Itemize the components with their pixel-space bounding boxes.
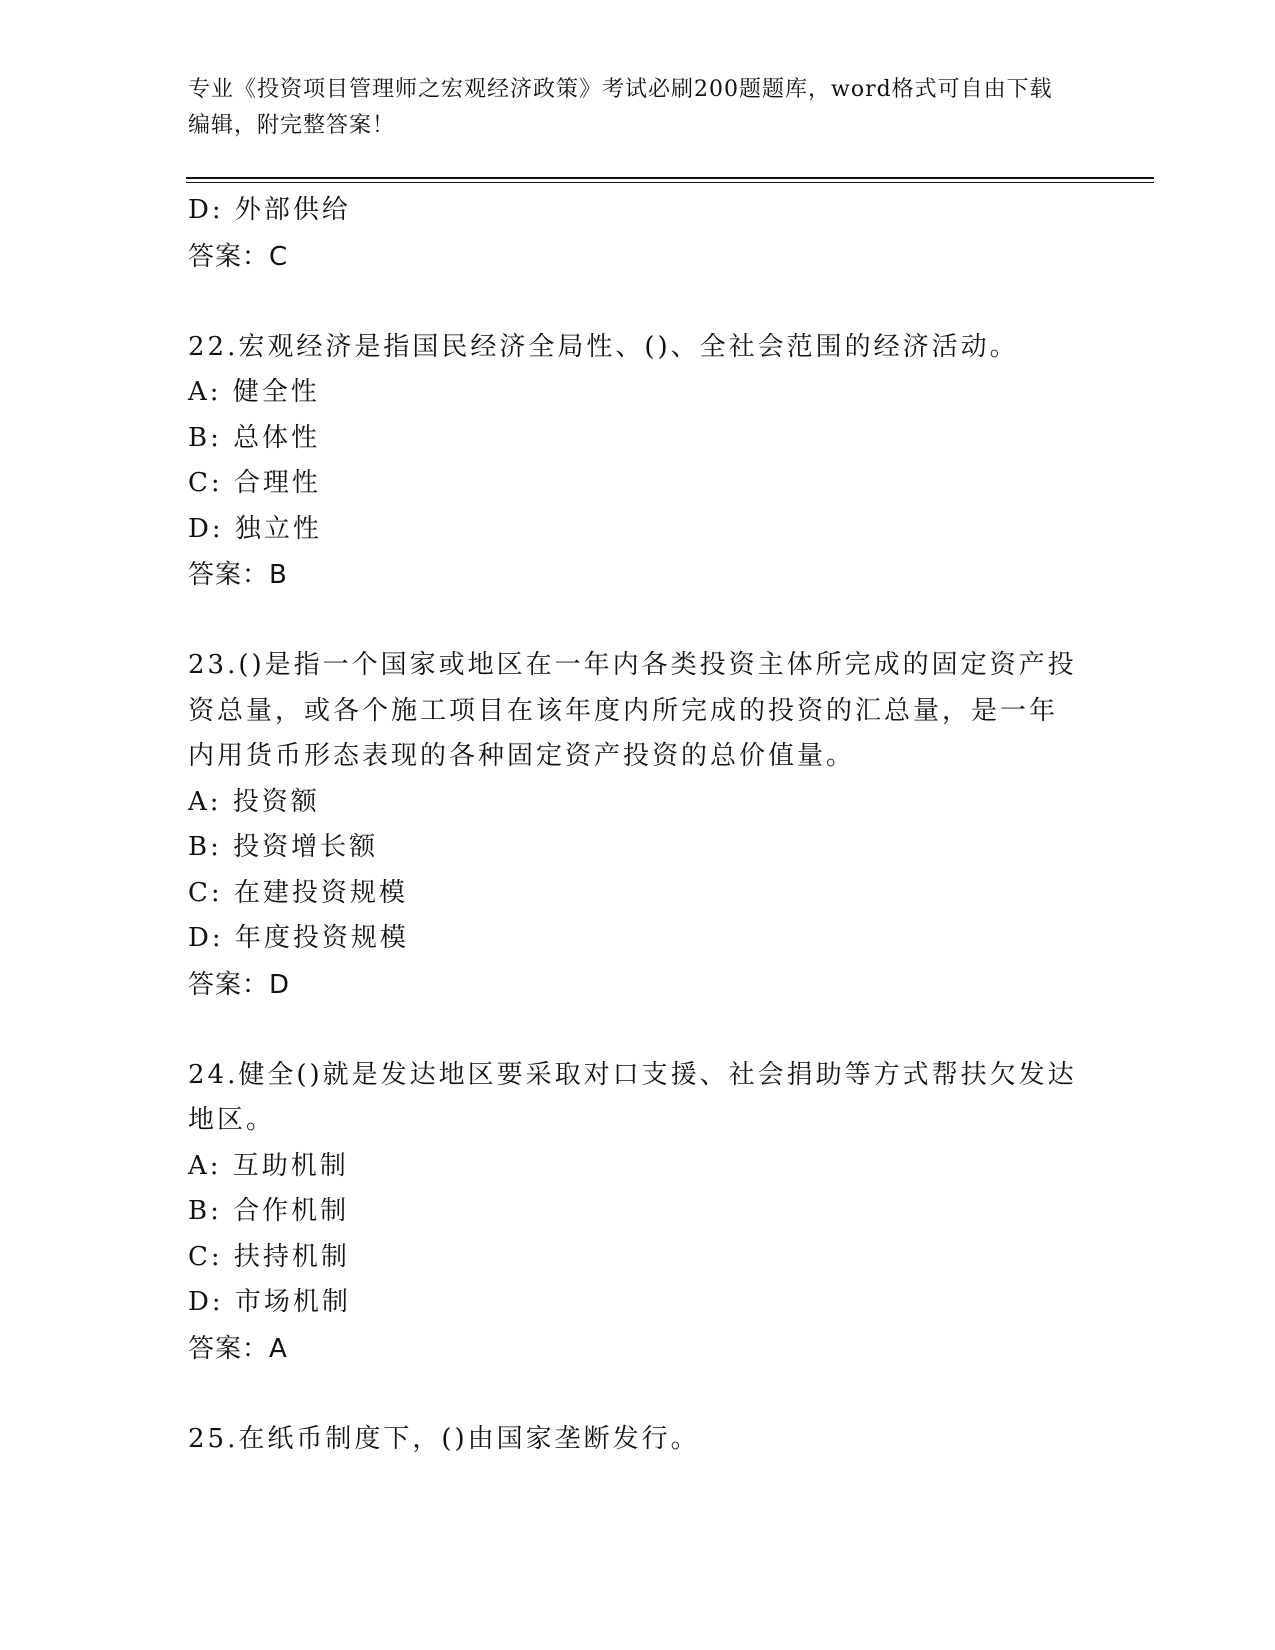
option-c: C: 扶持机制	[188, 1241, 350, 1272]
question-stem: 24.健全()就是发达地区要采取对口支援、社会捐助等方式帮扶欠发达地区。	[188, 1059, 1077, 1135]
question-25	[188, 1417, 1078, 1463]
question-stem: 25.在纸币制度下，()由国家垄断发行。	[188, 1423, 700, 1454]
question-stem: 22.宏观经济是指国民经济全局性、()、全社会范围的经济活动。	[188, 331, 1019, 362]
option-b: B: 合作机制	[188, 1196, 350, 1226]
answer-line: 答案：D	[188, 969, 291, 1000]
question-22	[188, 325, 1078, 599]
option-a: A: 互助机制	[188, 1150, 349, 1181]
document-header: 专业《投资项目管理师之宏观经济政策》考试必刷200题题库，word格式可自由下载编辑，附完整答案！	[188, 77, 1053, 138]
question-24	[188, 1053, 1078, 1372]
answer-line: 答案：C	[188, 241, 289, 272]
header-divider-thick	[186, 177, 1154, 179]
question-23	[188, 643, 1078, 1008]
option-d: D: 年度投资规模	[188, 923, 409, 953]
answer-line: 答案：A	[188, 1333, 288, 1364]
option-b: B: 投资增长额	[188, 832, 379, 862]
answer-line: 答案：B	[188, 560, 288, 590]
option-d: D: 外部供给	[188, 195, 351, 225]
option-c: C: 合理性	[188, 468, 321, 498]
option-a: A: 健全性	[188, 377, 320, 407]
header-divider-thin	[186, 182, 1154, 183]
option-b: B: 总体性	[188, 422, 321, 453]
question-stem: 23.()是指一个国家或地区在一年内各类投资主体所完成的固定资产投资总量，或各个施工项目在该年度内所完成的投资的汇总量，是一年内用货币形态表现的各种固定资产投资的总价值量。	[188, 650, 1077, 771]
option-d: D: 市场机制	[188, 1287, 351, 1317]
option-a: A: 投资额	[188, 786, 320, 817]
question-list	[188, 188, 1078, 1462]
option-d: D: 独立性	[188, 513, 322, 544]
option-c: C: 在建投资规模	[188, 877, 408, 908]
